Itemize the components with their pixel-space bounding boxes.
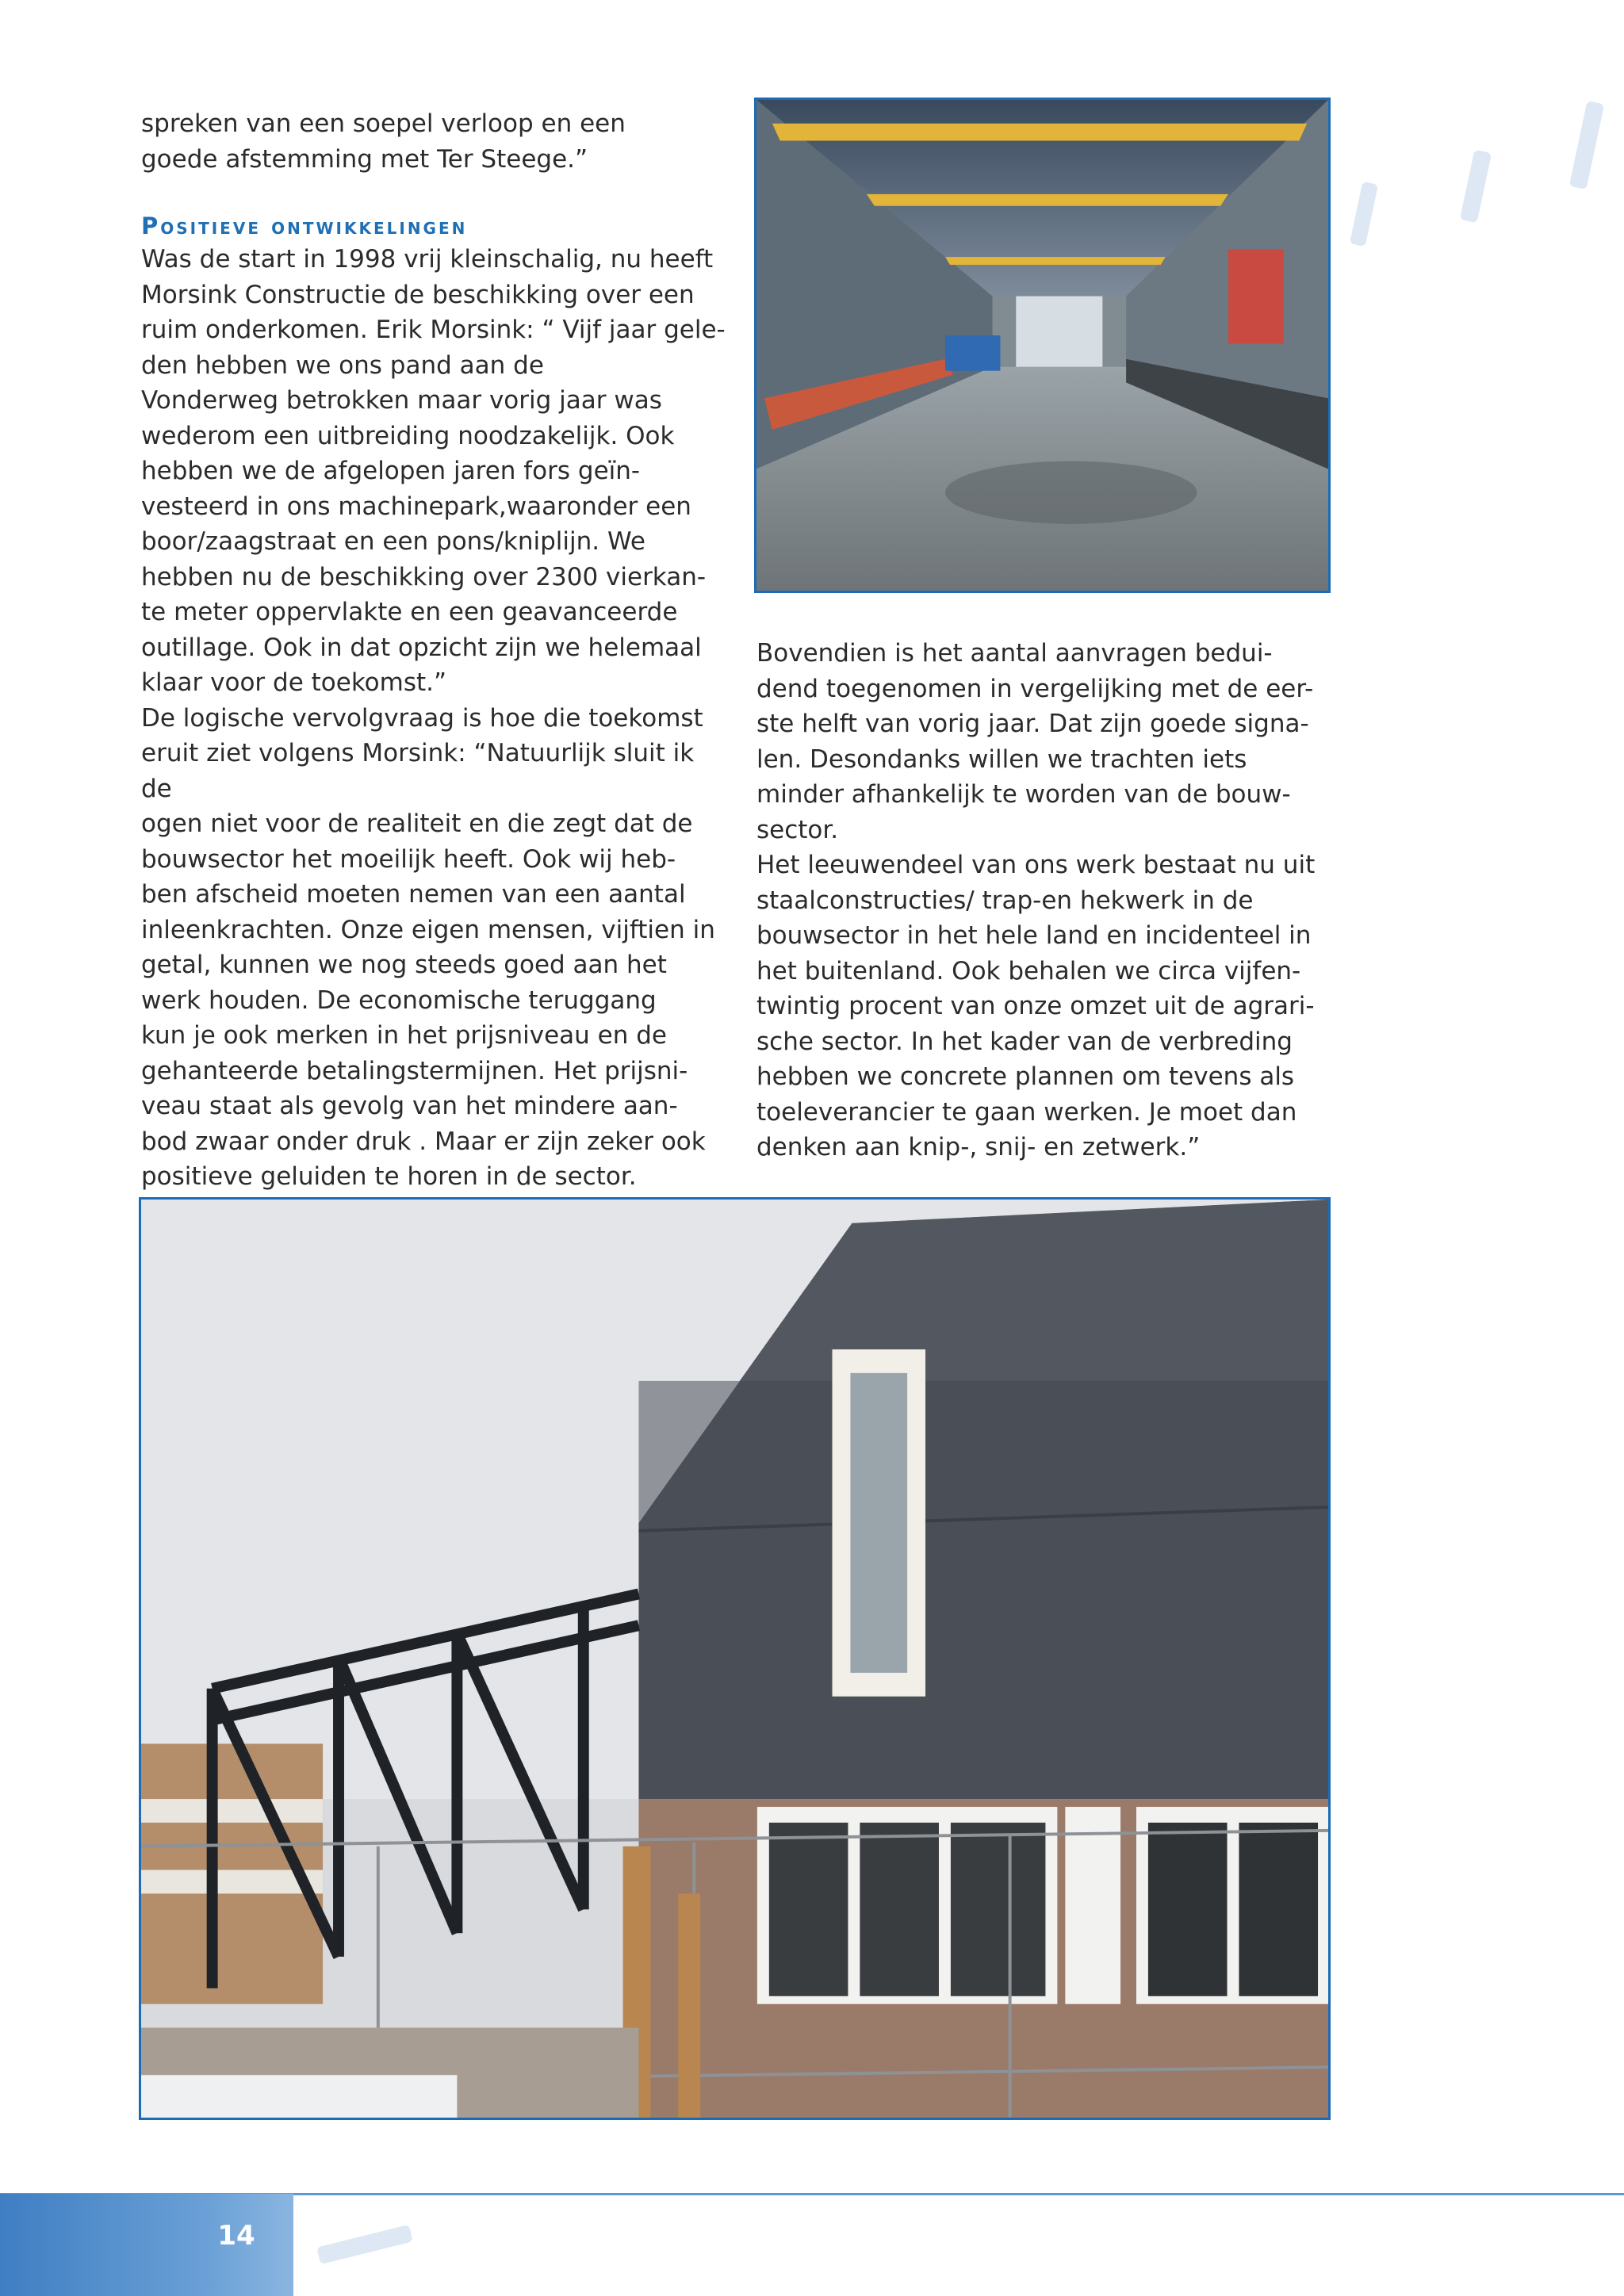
left-column [141,106,728,1195]
text-line: ruim onderkomen. Erik Morsink: “ Vijf jaar gele- [141,316,726,344]
text-line: sector. [756,815,839,844]
text-line: eruit ziet volgens Morsink: “Natuurlijk sluit ik de [141,739,695,803]
text-line: kun je ook merken in het prijsniveau en de [141,1021,668,1050]
text-line: spreken van een soepel verloop en een [141,109,626,138]
text-line: den hebben we ons pand aan de [141,350,544,380]
workshop-hall-photo [754,98,1331,593]
text-line: boor/zaagstraat en een pons/kniplijn. We [141,527,645,556]
right-column [756,636,1343,1165]
text-line: positieve geluiden te horen in de sector. [141,1162,637,1191]
text-line: hebben we de afgelopen jaren fors geïn- [141,457,641,485]
text-line: gehanteerde betalingstermijnen. Het prijsni- [141,1056,688,1085]
text-line: inleenkrachten. Onze eigen mensen, vijftien in [141,915,715,944]
text-line: het buitenland. Ook behalen we circa vijfen- [756,956,1301,985]
text-line: bouwsector het moeilijk heeft. Ook wij heb- [141,844,676,874]
text-line: len. Desondanks willen we trachten iets [756,744,1247,774]
text-line: veau staat als gevolg van het mindere aan- [141,1092,678,1120]
watermark-dash [1460,150,1492,224]
text-line: wederom een uitbreiding noodzakelijk. Ook [141,421,675,450]
text-line: klaar voor de toekomst.” [141,668,447,697]
text-line: Was de start in 1998 vrij kleinschalig, nu heeft [141,245,714,274]
text-line: te meter oppervlakte en een geavanceerde [141,598,678,626]
text-line: goede afstemming met Ter Steege.” [141,144,588,174]
watermark-dash [316,2225,413,2264]
text-line: getal, kunnen we nog steeds goed aan het [141,951,667,979]
building-construction-photo [139,1197,1331,2120]
text-line: toeleverancier te gaan werken. Je moet dan [756,1097,1297,1127]
workshop-hall-illustration [756,100,1328,591]
text-line: Vonderweg betrokken maar vorig jaar was [141,386,662,415]
text-line: minder afhankelijk te worden van de bouw- [756,780,1291,809]
text-line: werk houden. De economische teruggang [141,985,657,1015]
text-line: hebben nu de beschikking over 2300 vierkan- [141,562,707,591]
text-line: sche sector. In het kader van de verbreding [756,1027,1293,1056]
text-line: outillage. Ook in dat opzicht zijn we helemaal [141,633,702,662]
text-line: vesteerd in ons machinepark,waaronder een [141,492,691,521]
text-line: ben afscheid moeten nemen van een aantal [141,880,686,909]
watermark-dash [1569,101,1604,189]
text-line: bod zwaar onder druk . Maar er zijn zeker ook [141,1127,706,1156]
text-line: Het leeuwendeel van ons werk bestaat nu uit [756,851,1316,879]
section-heading: Positieve ontwikkelingen [141,212,468,239]
page-number: 14 [217,2220,255,2252]
text-line: ogen niet voor de realiteit en die zegt dat de [141,809,693,838]
text-line: denken aan knip-, snij- en zetwerk.” [756,1133,1201,1161]
text-line: staalconstructies/ trap-en hekwerk in de [756,886,1254,915]
text-line: dend toegenomen in vergelijking met de eer- [756,674,1314,703]
text-line: De logische vervolgvraag is hoe die toekomst [141,703,703,733]
text-line: bouwsector in het hele land en incidenteel in [756,921,1312,950]
text-line: Bovendien is het aantal aanvragen bedui- [756,639,1273,668]
text-line: hebben we concrete plannen om tevens als [756,1062,1295,1091]
building-construction-illustration [141,1200,1328,2118]
text-line: Morsink Constructie de beschikking over een [141,280,695,309]
watermark-dash [1350,182,1378,247]
text-line: twintig procent van onze omzet uit de agrari- [756,992,1315,1020]
text-line: ste helft van vorig jaar. Dat zijn goede signa- [756,710,1309,738]
